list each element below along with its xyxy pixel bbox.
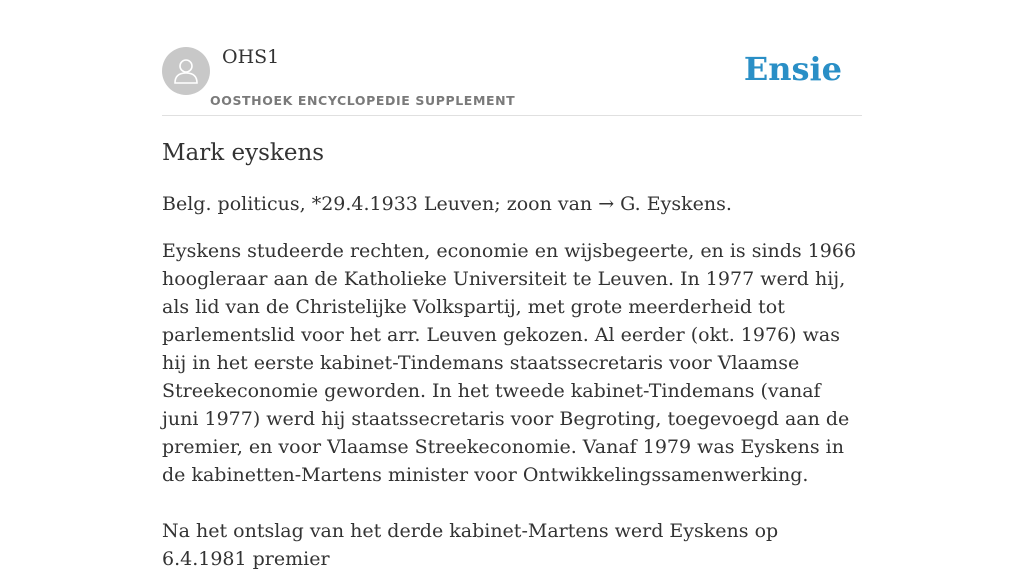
- page-container: [162, 0, 862, 573]
- article-header: [162, 0, 862, 116]
- article-paragraph: Eyskens studeerde rechten, economie en wijsbegeerte, en is sinds 1966 hoogleraar aan de Katholieke Universiteit te Leuven. In 1977 werd hij, als lid van de Christelijke Volkspartij, met grote meerderheid tot parlementslid voor het arr. Leuven gekozen. Al eerder (okt. 1976) was hij in het eerste kabinet-Tindemans staatssecretaris voor Vlaamse Streekeconomie geworden. In het tweede kabinet-Tindemans (vanaf juni 1977) werd hij staatssecretaris voor Begroting, toegevoegd aan de premier, en voor Vlaamse Streekeconomie. Vanaf 1979 was Eyskens in de kabinetten-Martens minister voor Ontwikkelingssamenwerking.: [162, 240, 857, 486]
- article-paragraph: Na het ontslag van het derde kabinet-Martens werd Eyskens op 6.4.1981 premier: [162, 520, 779, 570]
- author-avatar[interactable]: [162, 47, 210, 95]
- source-label[interactable]: OOSTHOEK ENCYCLOPEDIE SUPPLEMENT: [210, 93, 516, 108]
- article-intro: Belg. politicus, *29.4.1933 Leuven; zoon van → G. Eyskens.: [162, 193, 732, 215]
- article-title: Mark eyskens: [162, 140, 325, 166]
- user-icon: [171, 56, 201, 86]
- author-name[interactable]: OHS1: [222, 46, 280, 68]
- brand-logo[interactable]: Ensie: [743, 50, 842, 88]
